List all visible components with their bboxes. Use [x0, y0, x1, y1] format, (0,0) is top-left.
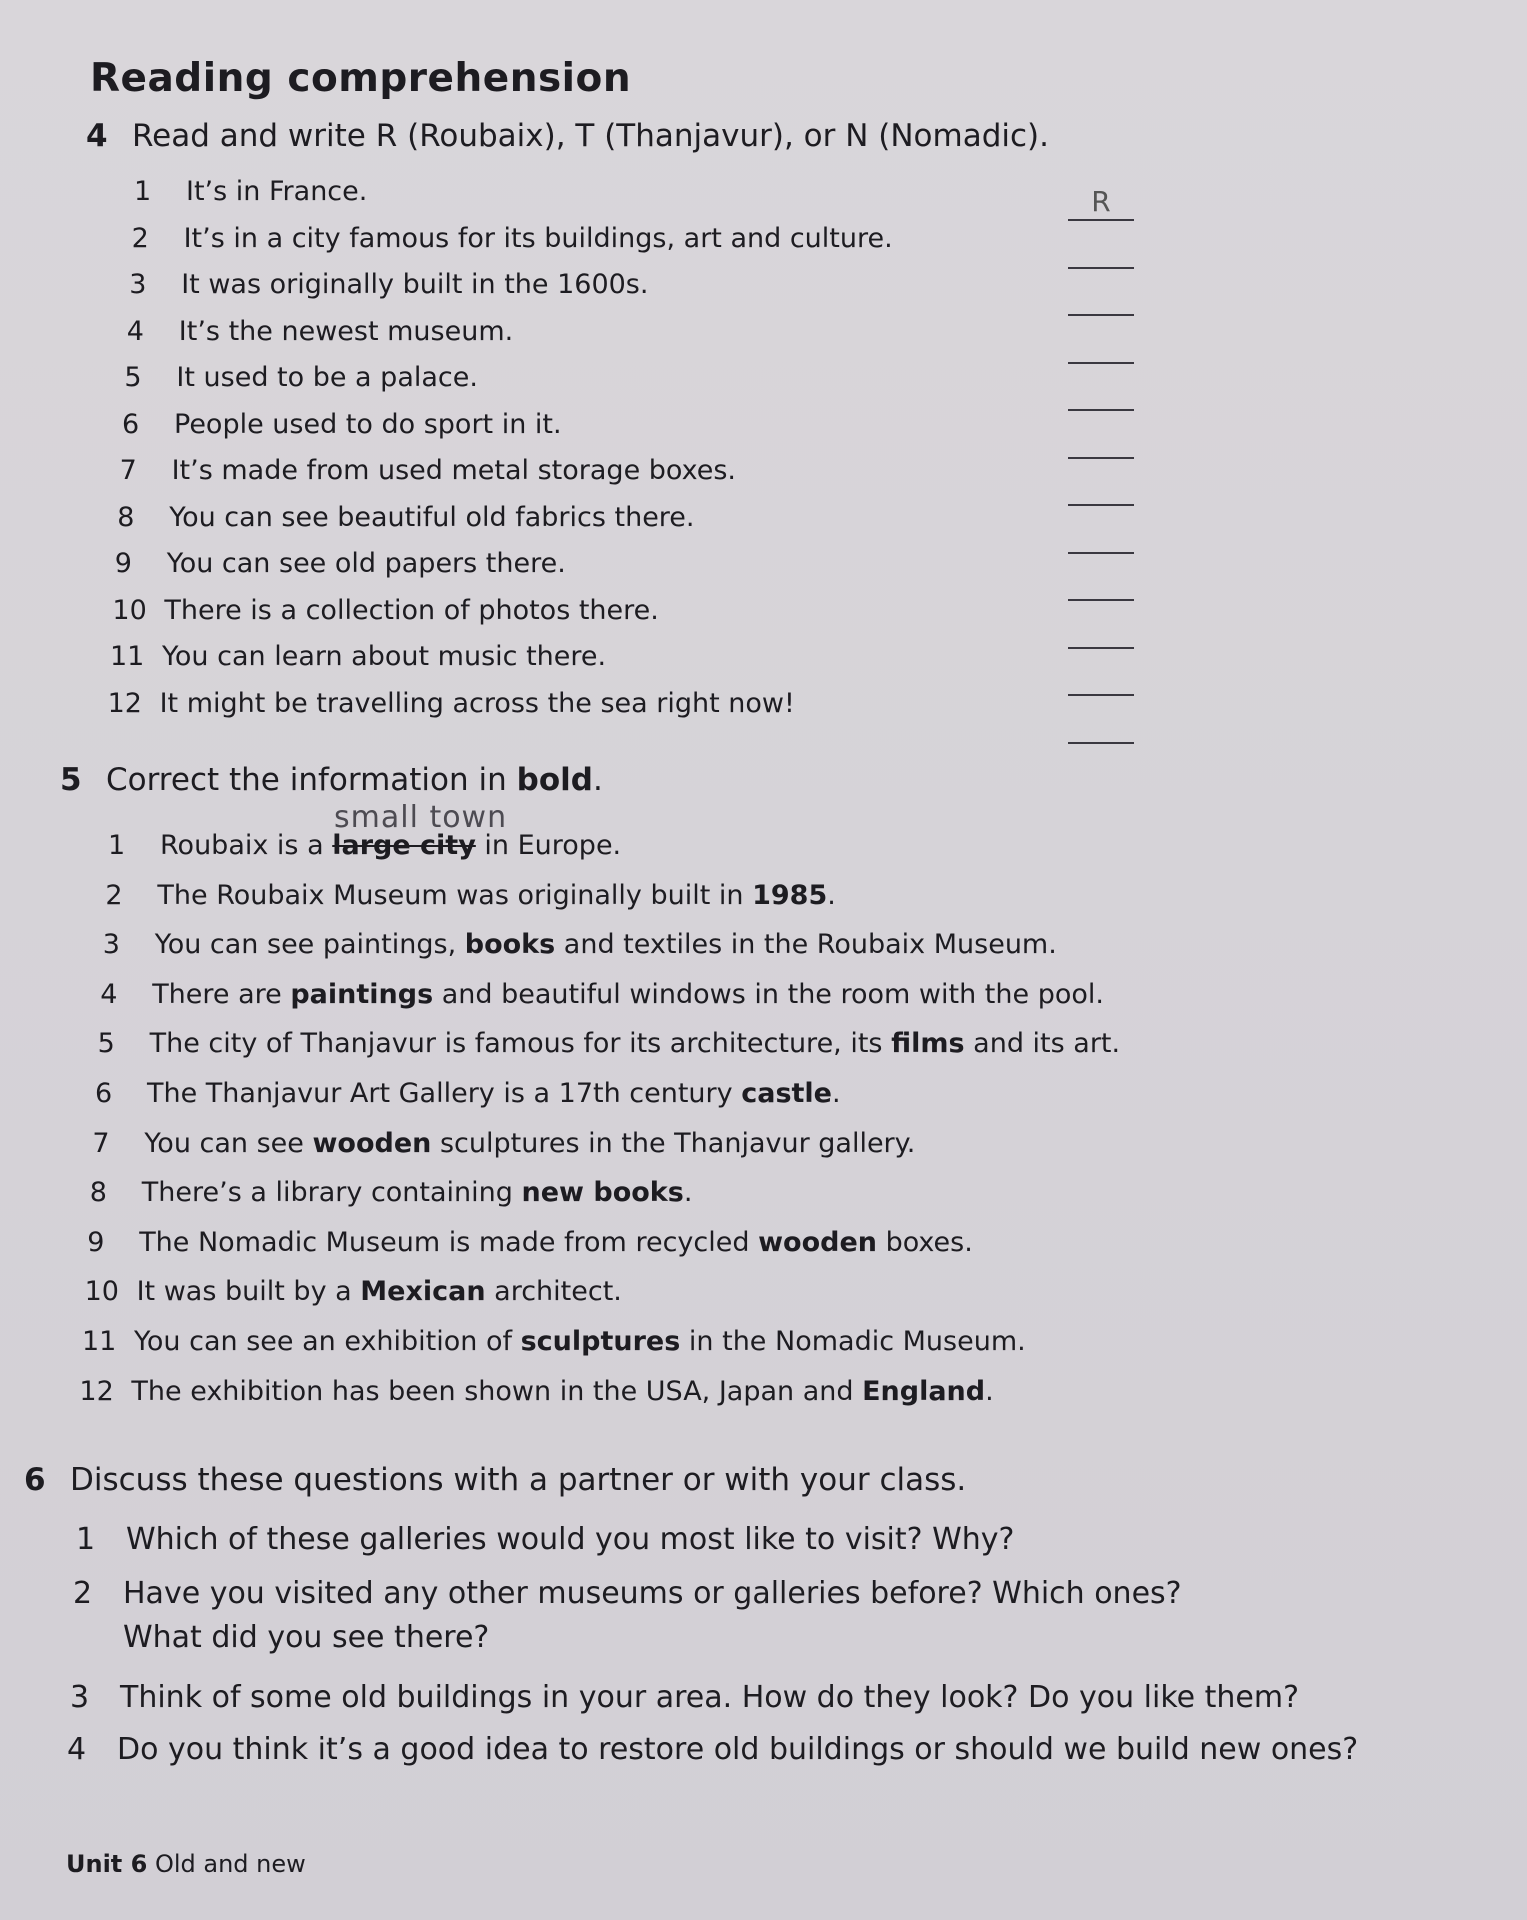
- ex5-item: [87, 1227, 973, 1258]
- item-lines: [117, 1728, 1358, 1772]
- item-text: It used to be a palace.: [176, 362, 478, 393]
- item-lines: [126, 1518, 1014, 1562]
- item-number: 4: [100, 978, 118, 1010]
- bold-phrase: new books: [521, 1177, 684, 1209]
- ex5-item: [90, 1177, 693, 1208]
- item-number: 11: [82, 1326, 117, 1357]
- item-text-end: in Europe.: [475, 830, 622, 861]
- bold-phrase: large city: [332, 830, 476, 861]
- ex4-item: [134, 176, 367, 207]
- exercise-4-instruction: [86, 118, 1049, 154]
- ex4-item: [117, 502, 694, 533]
- ex4-item: [115, 548, 566, 579]
- answer-blank[interactable]: [1068, 314, 1134, 316]
- ex6-item: [73, 1572, 1182, 1660]
- item-lines: [123, 1572, 1182, 1660]
- bold-phrase: films: [891, 1028, 965, 1060]
- unit-label: Unit 6: [66, 1850, 148, 1878]
- item-lines: [120, 1676, 1299, 1720]
- exercise-5-instruction: [60, 762, 603, 798]
- item-text: There is a collection of photos there.: [164, 594, 659, 626]
- answer-blank[interactable]: [1068, 504, 1134, 506]
- item-text-end: .: [683, 1177, 693, 1209]
- instruction-end: .: [592, 762, 603, 798]
- item-number: 7: [92, 1127, 110, 1159]
- bold-phrase: wooden: [312, 1127, 432, 1159]
- answer-blank[interactable]: [1068, 599, 1134, 601]
- item-text: It was built by a: [136, 1276, 361, 1308]
- ex4-item: [129, 269, 648, 300]
- item-number: 11: [110, 641, 145, 672]
- item-number: 9: [87, 1226, 105, 1258]
- item-text: It’s in France.: [186, 176, 368, 207]
- item-text-end: and its art.: [964, 1028, 1121, 1060]
- item-number: 5: [97, 1028, 115, 1060]
- bold-phrase: wooden: [758, 1226, 877, 1258]
- instruction-text: Read and write R (Roubaix), T (Thanjavur), or N (Nomadic).: [132, 118, 1049, 154]
- item-text: It’s in a city famous for its buildings, art and culture.: [183, 222, 893, 254]
- item-number: 1: [76, 1522, 96, 1557]
- bold-phrase: 1985: [752, 879, 828, 911]
- answer-blank[interactable]: [1068, 457, 1134, 459]
- bold-phrase: paintings: [290, 978, 434, 1010]
- item-number: 3: [102, 929, 120, 961]
- ex5-item: [92, 1128, 915, 1159]
- item-number: 4: [126, 315, 144, 347]
- exercise-number: 6: [24, 1462, 46, 1498]
- ex5-item: [105, 880, 835, 911]
- ex5-item: [95, 1078, 841, 1109]
- item-number: 4: [67, 1732, 87, 1767]
- item-text: It was originally built in the 1600s.: [181, 269, 649, 300]
- item-text: You can see: [144, 1127, 313, 1159]
- item-text-end: .: [832, 1078, 841, 1109]
- item-number: 2: [105, 879, 123, 911]
- item-number: 3: [70, 1680, 90, 1715]
- item-line: Think of some old buildings in your area. How do they look? Do you like them?: [120, 1680, 1300, 1715]
- ex6-item: [70, 1676, 1299, 1720]
- item-number: 5: [124, 362, 142, 393]
- ex5-item: [103, 929, 1057, 960]
- item-number: 2: [131, 222, 149, 254]
- ex5-item: [82, 1326, 1026, 1357]
- item-text: The exhibition has been shown in the USA, Japan and: [131, 1375, 863, 1407]
- instruction-bold-word: bold: [516, 762, 593, 798]
- unit-title: Old and new: [154, 1850, 306, 1878]
- ex4-item: [110, 641, 606, 672]
- item-text: You can see old papers there.: [166, 548, 566, 579]
- item-line: What did you see there?: [123, 1620, 490, 1655]
- item-text-end: .: [985, 1375, 994, 1407]
- answer-blank[interactable]: [1068, 694, 1134, 696]
- item-text: You can see paintings,: [154, 929, 465, 961]
- exercise-6-instruction: [24, 1462, 966, 1498]
- ex6-item: [76, 1518, 1014, 1562]
- ex4-item: [108, 688, 795, 719]
- item-text: The city of Thanjavur is famous for its architecture, its: [149, 1028, 892, 1060]
- answer-blank[interactable]: [1068, 267, 1134, 269]
- ex5-item: [98, 1028, 1121, 1059]
- ex4-item: [127, 316, 513, 347]
- item-text: It’s made from used metal storage boxes.: [171, 455, 736, 486]
- item-text-end: in the Nomadic Museum.: [680, 1326, 1026, 1357]
- item-text: The Roubaix Museum was originally built in: [157, 879, 753, 911]
- item-line: Have you visited any other museums or galleries before? Which ones?: [123, 1576, 1182, 1611]
- ex4-item: [112, 595, 658, 626]
- item-text-end: .: [827, 879, 836, 911]
- item-number: 12: [107, 687, 142, 719]
- answer-text: R: [1091, 185, 1111, 218]
- exercise-number: 5: [60, 762, 82, 798]
- ex4-item: [120, 455, 736, 486]
- item-text: It might be travelling across the sea right now!: [159, 687, 795, 719]
- item-text: There’s a library containing: [141, 1177, 522, 1209]
- answer-blank[interactable]: [1068, 219, 1134, 221]
- ex4-item: [132, 223, 893, 254]
- item-number: 1: [134, 176, 152, 207]
- answer-blank[interactable]: [1068, 362, 1134, 364]
- item-number: 12: [79, 1375, 114, 1407]
- bold-phrase: castle: [741, 1078, 832, 1109]
- bold-phrase: England: [862, 1375, 986, 1407]
- item-number: 1: [108, 830, 126, 861]
- ex6-item: [67, 1728, 1358, 1772]
- item-number: 6: [95, 1078, 113, 1109]
- item-text: The Thanjavur Art Gallery is a 17th century: [147, 1078, 742, 1109]
- item-number: 10: [84, 1276, 119, 1308]
- ex5-item: [79, 1376, 993, 1407]
- item-text: You can see beautiful old fabrics there.: [169, 501, 695, 533]
- item-text-end: and textiles in the Roubaix Museum.: [555, 929, 1057, 961]
- item-text-end: sculptures in the Thanjavur gallery.: [431, 1127, 916, 1159]
- item-text: It’s the newest museum.: [178, 315, 514, 347]
- ex4-item: [122, 409, 562, 440]
- item-text-end: architect.: [485, 1276, 622, 1308]
- item-text: You can learn about music there.: [162, 641, 607, 672]
- page-footer: [66, 1850, 306, 1878]
- item-text: There are: [152, 978, 291, 1010]
- item-number: 7: [119, 455, 137, 486]
- item-number: 8: [89, 1177, 107, 1209]
- ex5-item: [108, 830, 621, 861]
- item-number: 3: [129, 269, 147, 300]
- exercise-number: 4: [86, 118, 108, 154]
- answer-blank[interactable]: [1068, 409, 1134, 411]
- handwritten-correction: small town: [334, 800, 508, 835]
- item-text-end: and beautiful windows in the room with the pool.: [433, 978, 1104, 1010]
- item-text: Roubaix is a: [160, 830, 333, 861]
- section-heading: Reading comprehension: [90, 56, 632, 101]
- item-text: The Nomadic Museum is made from recycled: [139, 1226, 759, 1258]
- ex5-item: [85, 1276, 622, 1307]
- ex4-item: [124, 362, 478, 393]
- ex5-item: [100, 979, 1104, 1010]
- item-line: Do you think it’s a good idea to restore old buildings or should we build new ones?: [117, 1732, 1359, 1767]
- item-text-end: boxes.: [876, 1226, 973, 1258]
- item-number: 6: [122, 408, 140, 440]
- bold-phrase: Mexican: [360, 1276, 486, 1308]
- instruction-text: Discuss these questions with a partner or with your class.: [70, 1462, 967, 1498]
- bold-phrase: books: [464, 929, 556, 961]
- answer-blank[interactable]: [1068, 552, 1134, 554]
- bold-phrase: sculptures: [520, 1326, 681, 1357]
- answer-blank[interactable]: [1068, 742, 1134, 744]
- answer-blank[interactable]: [1068, 647, 1134, 649]
- item-line: Which of these galleries would you most like to visit? Why?: [126, 1522, 1015, 1557]
- item-number: 8: [117, 501, 135, 533]
- item-text: You can see an exhibition of: [134, 1326, 521, 1357]
- item-number: 9: [114, 548, 132, 579]
- item-number: 2: [73, 1576, 93, 1611]
- item-number: 10: [112, 594, 147, 626]
- instruction-text: Correct the information in: [106, 762, 517, 798]
- item-text: People used to do sport in it.: [174, 408, 562, 440]
